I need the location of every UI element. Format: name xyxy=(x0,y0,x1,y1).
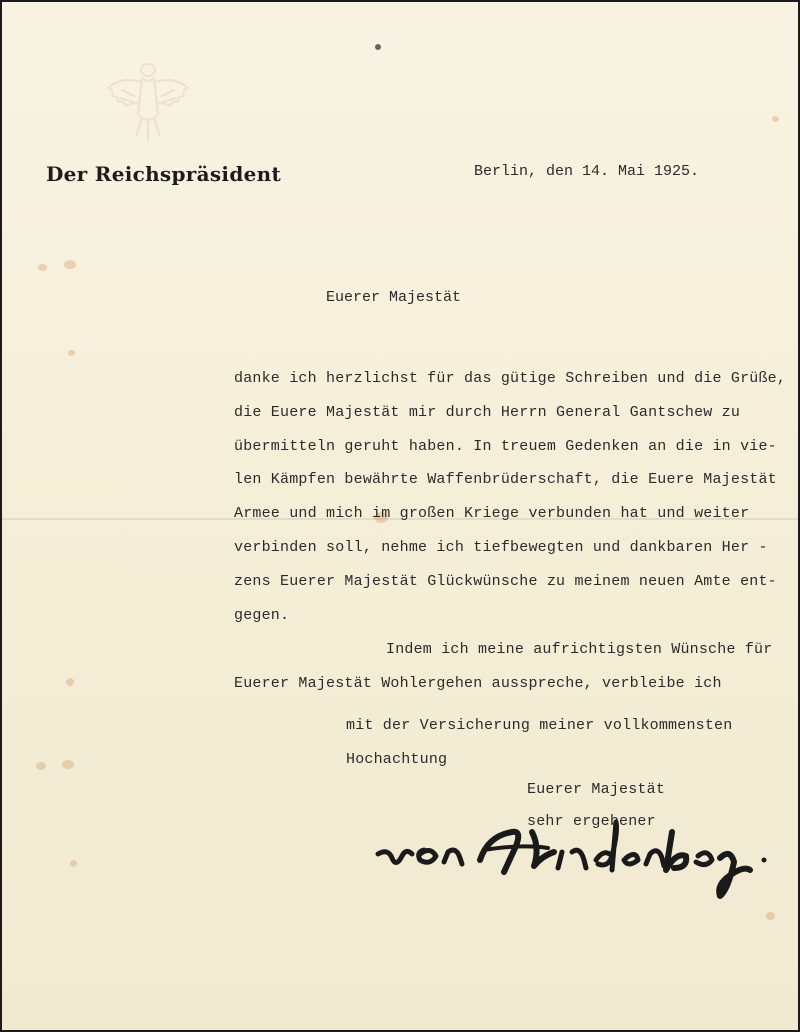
closing-line: mit der Versicherung meiner vollkommensten xyxy=(346,717,733,734)
body-line: Euerer Majestät Wohlergehen ausspreche, verbleibe ich xyxy=(234,675,722,692)
foxing-spot xyxy=(68,350,75,356)
foxing-spot xyxy=(38,264,47,271)
foxing-spot xyxy=(66,678,74,686)
ink-spot xyxy=(375,44,381,50)
foxing-spot xyxy=(64,260,76,269)
foxing-spot xyxy=(766,912,775,920)
body-line: danke ich herzlichst für das gütige Schreiben und die Grüße, xyxy=(234,370,787,387)
dateline: Berlin, den 14. Mai 1925. xyxy=(474,163,700,180)
sign-off-line: sehr ergebener xyxy=(527,813,656,830)
foxing-spot xyxy=(70,860,77,867)
body-line: übermitteln geruht haben. In treuem Gedenken an die in vie- xyxy=(234,438,777,455)
body-line: zens Euerer Majestät Glückwünsche zu meinem neuen Amte ent- xyxy=(234,573,777,590)
letterhead: Der Reichspräsident xyxy=(46,162,282,186)
closing-line: Hochachtung xyxy=(346,751,448,768)
body-line: Armee und mich im großen Kriege verbunden hat und weiter xyxy=(234,505,750,522)
body-line: die Euere Majestät mir durch Herrn General Gantschew zu xyxy=(234,404,741,421)
foxing-spot xyxy=(62,760,74,769)
foxing-spot xyxy=(36,762,46,770)
foxing-spot xyxy=(772,116,779,122)
eagle-emblem-icon xyxy=(100,54,196,150)
body-line: gegen. xyxy=(234,607,290,624)
body-line: verbinden soll, nehme ich tiefbewegten und dankbaren Her - xyxy=(234,539,768,556)
body-line: len Kämpfen bewährte Waffenbrüderschaft, die Euere Majestät xyxy=(234,471,777,488)
sign-off-line: Euerer Majestät xyxy=(527,781,666,798)
body-line: Indem ich meine aufrichtigsten Wünsche für xyxy=(386,641,773,658)
salutation: Euerer Majestät xyxy=(326,289,462,306)
handwritten-signature xyxy=(372,812,800,907)
